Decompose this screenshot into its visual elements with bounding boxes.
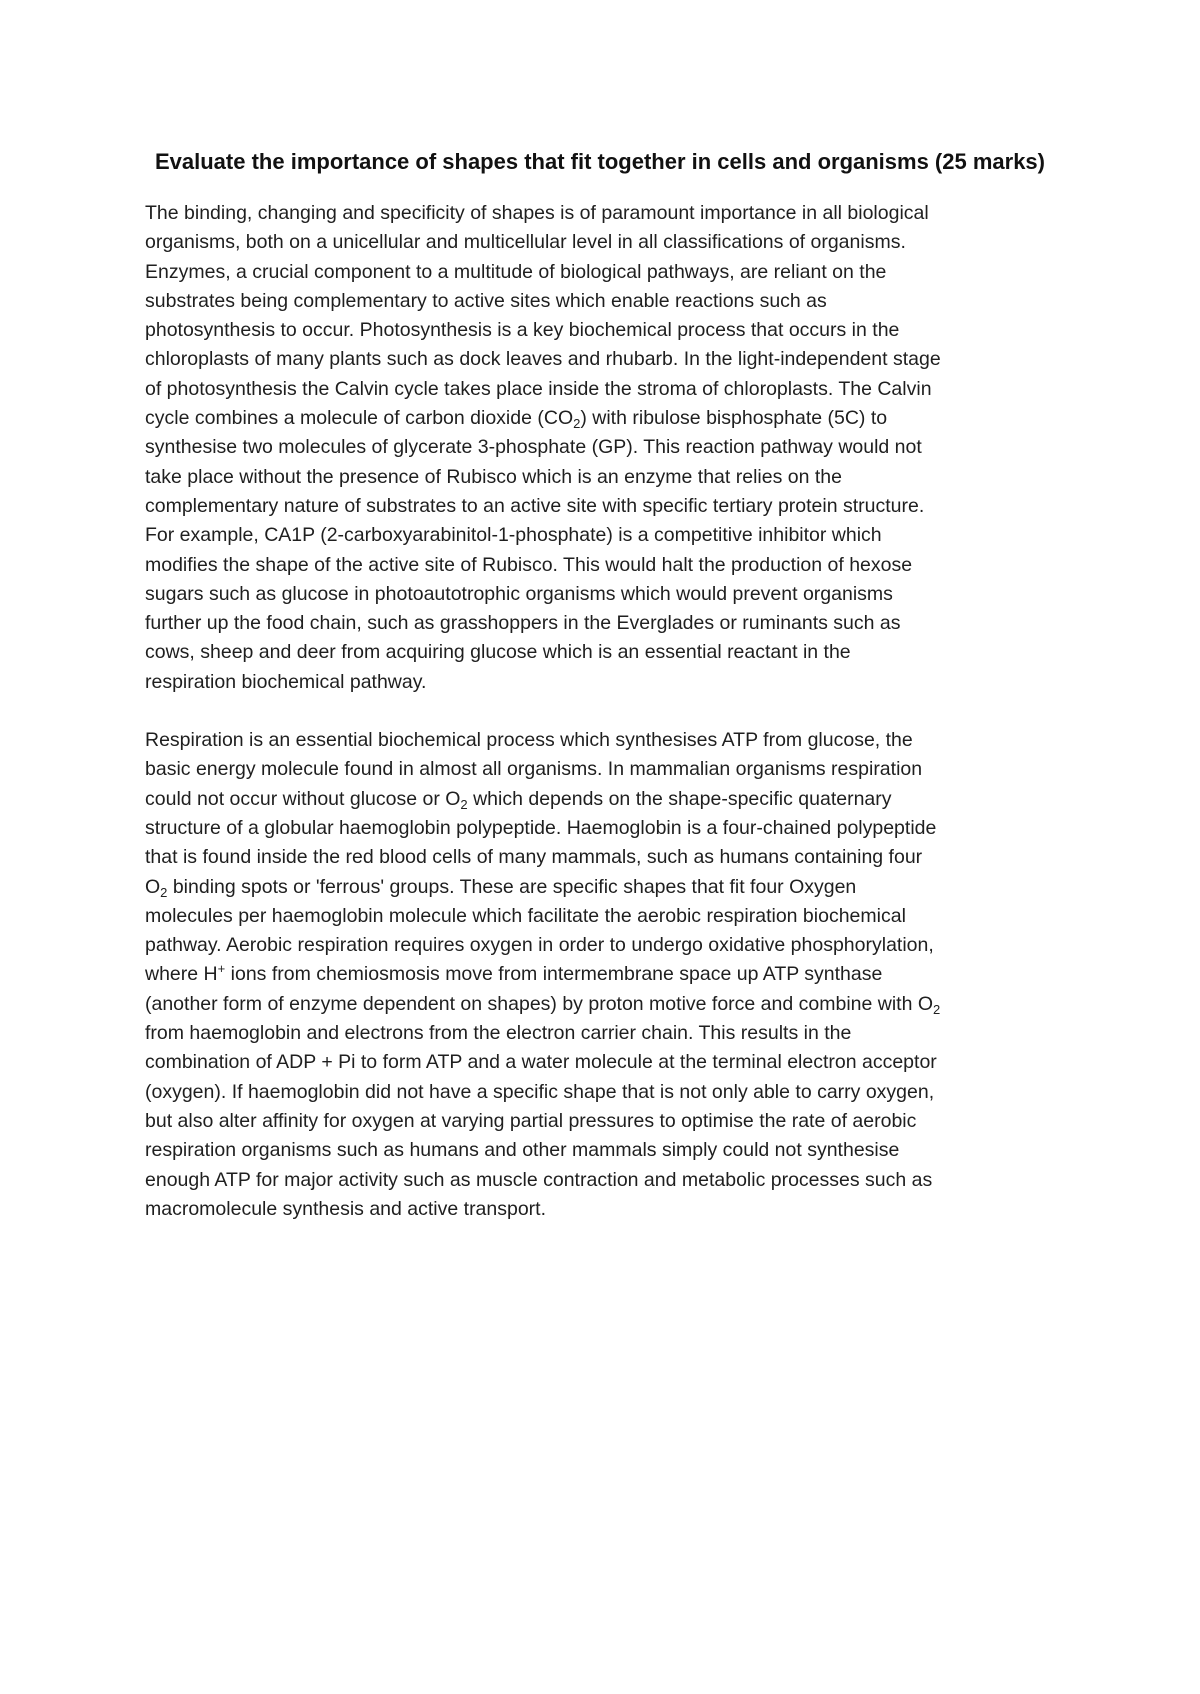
text-line: sugars such as glucose in photoautotrophic organisms which would prevent organisms <box>145 582 893 605</box>
text-line: pathway. Aerobic respiration requires oxygen in order to undergo oxidative phosphorylation, <box>145 934 934 957</box>
text-line: macromolecule synthesis and active transport. <box>145 1197 547 1220</box>
text-line: cycle combines a molecule of carbon dioxide $(CO_2)$ with ribulose bisphosphate (5C) to <box>145 407 888 432</box>
text-line: take place without the presence of Rubisco which is an enzyme that relies on the <box>145 465 842 488</box>
text-line: from haemoglobin and electrons from the electron carrier chain. This results in the <box>145 1022 852 1045</box>
text-line: of photosynthesis the Calvin cycle takes place inside the stroma of chloroplasts. The Calvin <box>145 377 932 400</box>
text-line: could not occur without glucose or $O_2$ which depends on the shape-specific quaternary <box>145 787 892 812</box>
text-line: respiration organisms such as humans and other mammals simply could not synthesise <box>145 1139 900 1162</box>
text-line: For example, CA1P (2-carboxyarabinitol-1-phosphate) is a competitive inhibitor which <box>145 524 882 547</box>
text-line: substrates being complementary to active sites which enable reactions such as <box>145 289 827 312</box>
text-line: (oxygen). If haemoglobin did not have a specific shape that is not only able to carry oxygen, <box>145 1080 935 1103</box>
text-line: further up the food chain, such as grasshoppers in the Everglades or ruminants such as <box>145 612 901 635</box>
text-line: cows, sheep and deer from acquiring glucose which is an essential reactant in the <box>145 641 851 664</box>
text-line: Respiration is an essential biochemical process which synthesises ATP from glucose, the <box>145 729 913 752</box>
subscript: 2 <box>460 796 468 812</box>
paragraph-respiration <box>145 726 1055 1224</box>
text-line: The binding, changing and specificity of shapes is of paramount importance in all biological <box>145 202 929 224</box>
text-line: organisms, both on a unicellular and multicellular level in all classifications of organisms. <box>145 231 906 254</box>
text-line: respiration biochemical pathway. <box>145 670 427 693</box>
text-line: Enzymes, a crucial component to a multitude of biological pathways, are reliant on the <box>145 260 887 283</box>
paragraph-photosynthesis <box>145 199 1055 697</box>
text-line: but also alter affinity for oxygen at varying partial pressures to optimise the rate of aerobic <box>145 1109 917 1132</box>
superscript: + <box>217 961 226 977</box>
text-line: molecules per haemoglobin molecule which facilitate the aerobic respiration biochemical <box>145 904 906 927</box>
text-line: where H+ ions from chemiosmosis move from intermembrane space up ATP synthase <box>145 961 883 986</box>
text-line: chloroplasts of many plants such as dock leaves and rhubarb. In the light-independent stage <box>145 348 941 371</box>
subscript: 2 <box>160 884 168 900</box>
subscript: 2 <box>933 1001 941 1017</box>
text-line: synthesise two molecules of glycerate 3-phosphate (GP). This reaction pathway would not <box>145 436 922 459</box>
text-line: (another form of enzyme dependent on shapes) by proton motive force and combine with $O_2$ <box>145 992 941 1017</box>
text-line: photosynthesis to occur. Photosynthesis is a key biochemical process that occurs in the <box>145 319 900 342</box>
text-line: that is found inside the red blood cells of many mammals, such as humans containing four <box>145 846 923 869</box>
document-title: Evaluate the importance of shapes that fit together in cells and organisms (25 marks) <box>154 149 1045 174</box>
text-line: complementary nature of substrates to an active site with specific tertiary protein structure. <box>145 494 925 517</box>
text-line: modifies the shape of the active site of Rubisco. This would halt the production of hexose <box>145 553 913 576</box>
text-line: $O_2$ binding spots or 'ferrous' groups. These are specific shapes that fit four Oxygen <box>145 875 857 900</box>
text-line: enough ATP for major activity such as muscle contraction and metabolic processes such as <box>145 1168 933 1191</box>
text-line: combination of ADP + Pi to form ATP and a water molecule at the terminal electron acceptor <box>145 1051 937 1074</box>
text-line: basic energy molecule found in almost all organisms. In mammalian organisms respiration <box>145 758 923 781</box>
text-line: structure of a globular haemoglobin polypeptide. Haemoglobin is a four-chained polypeptide <box>145 816 937 839</box>
subscript: 2 <box>573 416 581 432</box>
